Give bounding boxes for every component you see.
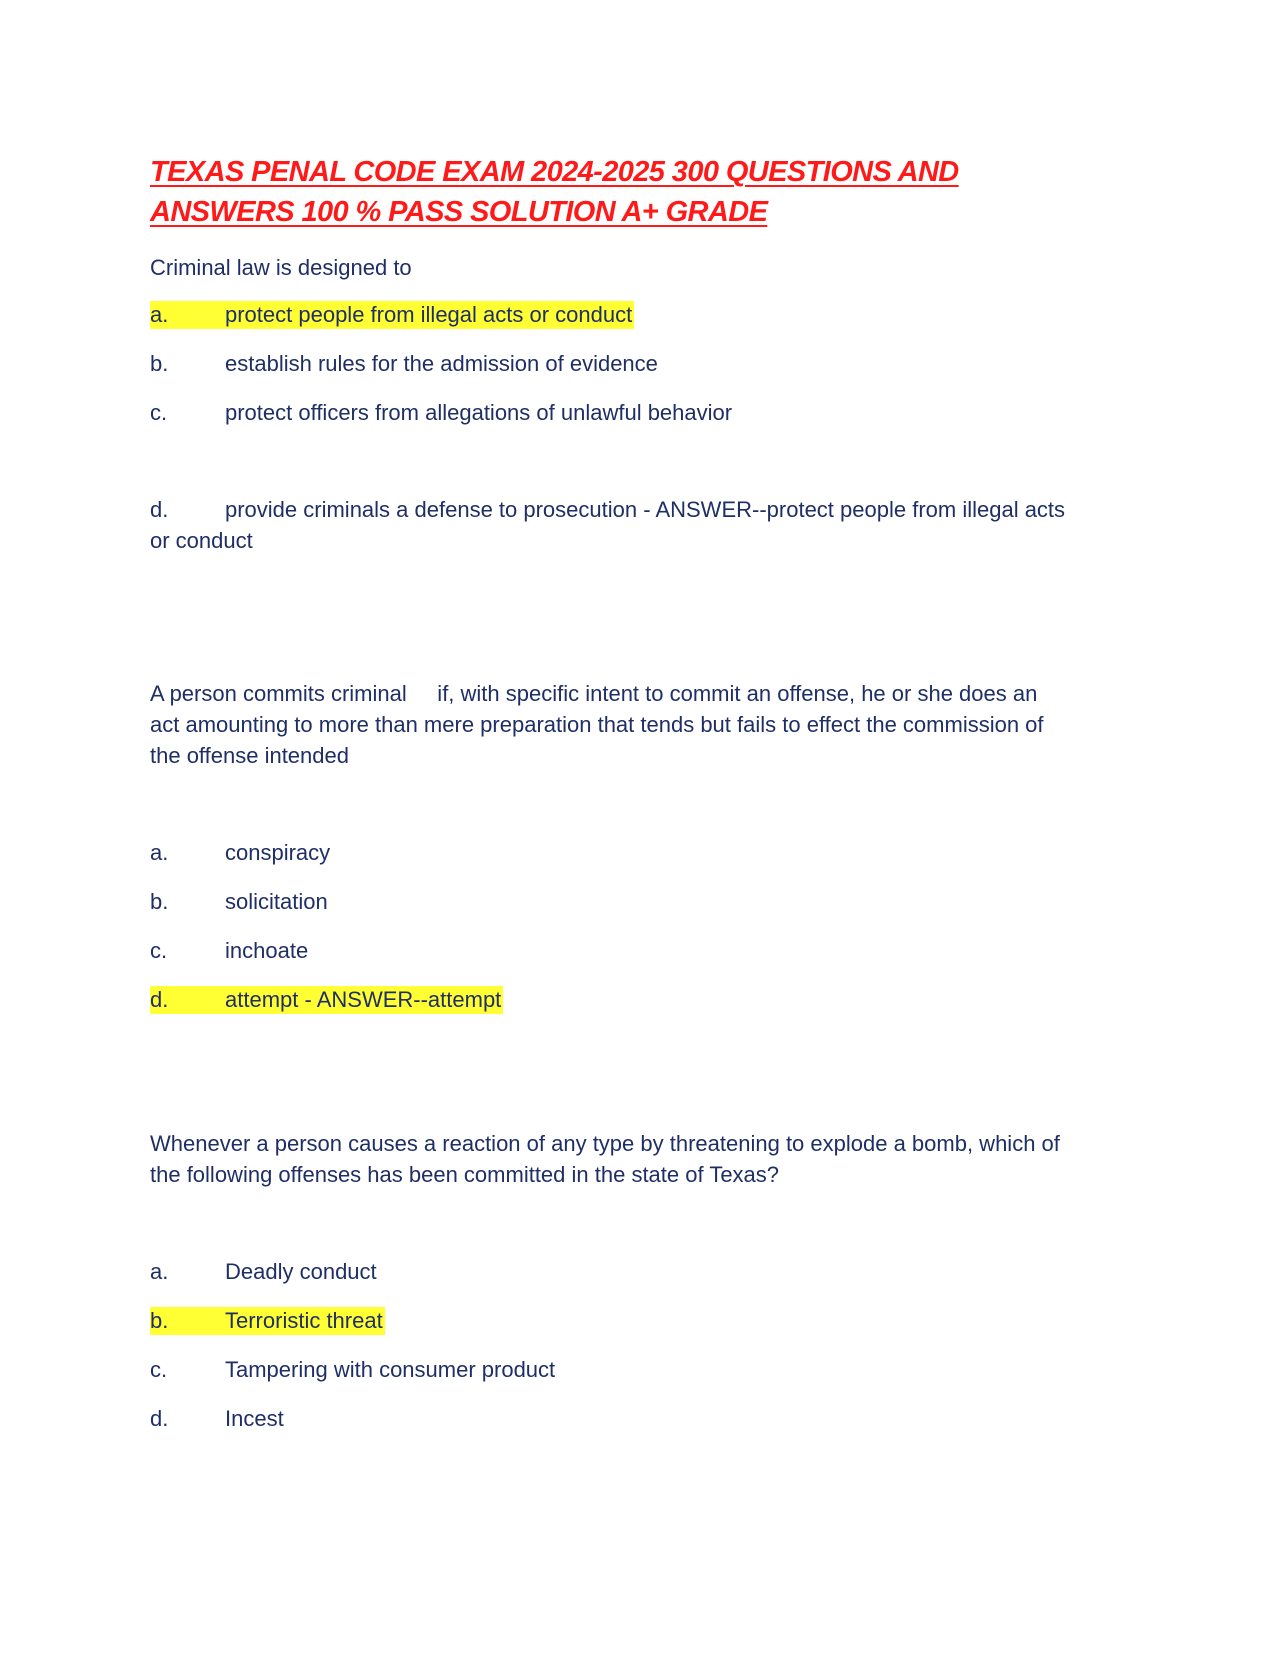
document-title	[150, 152, 1070, 232]
option-letter: a.	[150, 1259, 169, 1284]
option-letter: b.	[150, 1308, 169, 1333]
question-3-option-b-row	[150, 1307, 1070, 1335]
option-letter: d.	[150, 987, 169, 1012]
option-text: Incest	[225, 1406, 284, 1431]
option-text: protect officers from allegations of unlawful behavior	[225, 400, 733, 425]
option-letter: c.	[150, 938, 168, 963]
option-text: inchoate	[225, 938, 309, 963]
document-content	[150, 152, 1070, 1433]
question-2-prompt: A person commits criminal if, with specific intent to commit an offense, he or she does an act amounting to more than mere preparation that tends but fails to effect the commission of the offense intended	[150, 681, 1050, 768]
option-letter: b.	[150, 351, 169, 376]
option-text: Deadly conduct	[225, 1259, 377, 1284]
option-letter: c.	[150, 400, 168, 425]
option-text: conspiracy	[225, 840, 331, 865]
option-text: provide criminals a defense to prosecution - ANSWER--protect people from illegal acts or conduct	[150, 497, 1066, 553]
option-letter: a.	[150, 840, 169, 865]
option-letter: b.	[150, 889, 169, 914]
option-letter: d.	[150, 1406, 169, 1431]
option-text: protect people from illegal acts or conduct	[225, 302, 633, 327]
question-3-option-c	[150, 1356, 1070, 1384]
question-1-prompt: Criminal law is designed to	[150, 255, 412, 280]
title-line-1: TEXAS PENAL CODE EXAM 2024-2025 300 QUESTIONS AND	[150, 156, 959, 188]
option-text: Terroristic threat	[225, 1308, 383, 1333]
title-line-2: ANSWERS 100 % PASS SOLUTION A+ GRADE	[150, 196, 768, 228]
question-2-option-c	[150, 937, 1070, 965]
question-1-option-d	[150, 494, 1070, 556]
question-3-prompt: Whenever a person causes a reaction of any type by threatening to explode a bomb, which of the following offenses has been committed in the state of Texas?	[150, 1131, 1060, 1187]
question-1-option-c	[150, 399, 1070, 427]
question-2-option-a	[150, 839, 1070, 867]
option-text: establish rules for the admission of evidence	[225, 351, 658, 376]
option-text: attempt - ANSWER--attempt	[225, 987, 502, 1012]
option-letter: d.	[150, 497, 169, 522]
question-2-option-b	[150, 888, 1070, 916]
option-letter: c.	[150, 1357, 168, 1382]
question-3-option-a	[150, 1258, 1070, 1286]
question-3	[150, 1128, 1070, 1433]
question-1-option-a-row	[150, 301, 1070, 329]
option-text: solicitation	[225, 889, 328, 914]
question-3-option-d	[150, 1405, 1070, 1433]
option-letter: a.	[150, 302, 169, 327]
question-1-option-a	[150, 301, 634, 329]
question-1-option-b	[150, 350, 1070, 378]
question-2-option-d-row	[150, 986, 1070, 1014]
question-2-option-d	[150, 986, 503, 1014]
question-3-option-b	[150, 1307, 385, 1335]
option-text: Tampering with consumer product	[225, 1357, 556, 1382]
question-2	[150, 678, 1070, 1014]
question-1	[150, 252, 1070, 556]
